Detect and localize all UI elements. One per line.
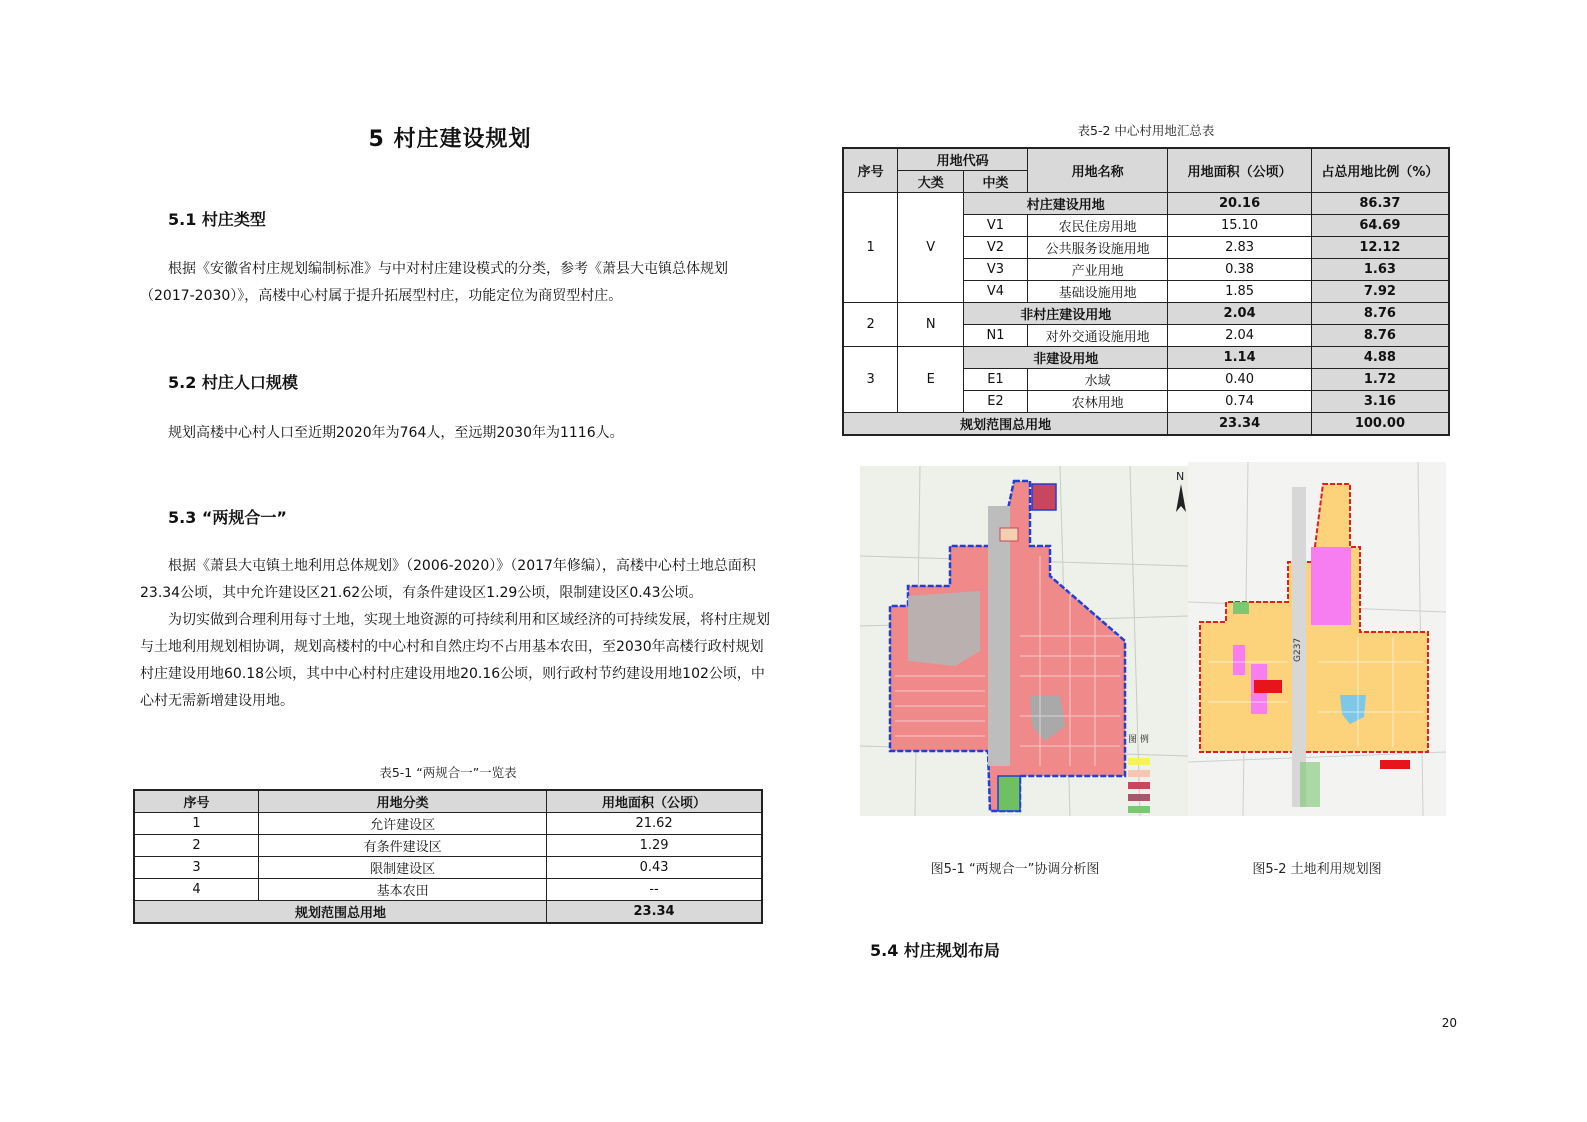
table-cell: V4 [964, 281, 1028, 303]
header-cell: 用地分类 [259, 790, 547, 813]
north-label: N [1176, 470, 1185, 483]
table-row [134, 857, 762, 879]
paragraph: 为切实做到合理利用每寸土地，实现土地资源的可持续利用和区域经济的可持续发展，将村庄规划与土地利用规划相协调，规划高楼村的中心村和自然庄均不占用基本农田，至2030年高楼行政村规划村庄建设用地60.18公顷，其中中心村村庄建设用地20.16公顷，则行政村节约建设用地102公顷，中心村无需新增建设用地。 [140, 612, 770, 709]
table-cell: 基本农田 [259, 879, 547, 901]
table-cell: 1.29 [547, 835, 762, 857]
group-summary-name: 村庄建设用地 [964, 193, 1168, 215]
table-cell: 0.74 [1168, 391, 1312, 413]
figure1-caption: 图5-1 “两规合一”协调分析图 [930, 862, 1100, 877]
table-cell: 1 [134, 813, 259, 835]
section-5-2-heading: 5.2 村庄人口规模 [168, 373, 298, 392]
page-number: 20 [1441, 1016, 1457, 1030]
group-summary-ratio: 8.76 [1311, 303, 1449, 325]
table-cell: 有条件建设区 [259, 835, 547, 857]
section-5-3-heading: 5.3 “两规合一” [168, 508, 287, 527]
group-index: 3 [843, 347, 898, 413]
figure-land-use-map [1176, 462, 1446, 816]
table-header-row [134, 790, 762, 813]
paragraph: 规划高楼中心村人口至近期2020年为764人，至远期2030年为1116人。 [168, 425, 624, 441]
paragraph: 根据《萧县大屯镇土地利用总体规划》（2006-2020）》（2017年修编），高楼中心村土地总面积23.34公顷，其中允许建设区21.62公顷，有条件建设区1.29公顷，限制建设区0.43公顷。 [140, 558, 756, 601]
table-row [134, 813, 762, 835]
table-cell: 2.83 [1168, 237, 1312, 259]
header-index: 序号 [843, 148, 898, 193]
table-cell: V2 [964, 237, 1028, 259]
table-cell: 0.43 [547, 857, 762, 879]
table-row [843, 193, 1449, 215]
total-label: 规划范围总用地 [134, 901, 547, 924]
group-summary-area: 1.14 [1168, 347, 1312, 369]
table-row [134, 835, 762, 857]
table-cell: 农民住房用地 [1027, 215, 1167, 237]
table-cell: 4 [134, 879, 259, 901]
table-cell: -- [547, 879, 762, 901]
group-summary-name: 非建设用地 [964, 347, 1168, 369]
table1-caption: 表5-1 “两规合一”一览表 [379, 765, 517, 780]
table-cell: 1.63 [1311, 259, 1449, 281]
header-cell: 序号 [134, 790, 259, 813]
section-5-3-text [140, 553, 770, 715]
table-cell: 0.40 [1168, 369, 1312, 391]
table-row [843, 303, 1449, 325]
header-major: 大类 [898, 171, 964, 193]
table-cell: 公共服务设施用地 [1027, 237, 1167, 259]
table-cell: 21.62 [547, 813, 762, 835]
group-major: V [898, 193, 964, 303]
table-cell: 12.12 [1311, 237, 1449, 259]
group-summary-name: 非村庄建设用地 [964, 303, 1168, 325]
total-ratio: 100.00 [1311, 413, 1449, 436]
table-cell: V3 [964, 259, 1028, 281]
legend-title: 图 例 [1128, 735, 1149, 745]
group-summary-ratio: 86.37 [1311, 193, 1449, 215]
total-label: 规划范围总用地 [843, 413, 1168, 436]
table-cell: 3.16 [1311, 391, 1449, 413]
header-code: 用地代码 [898, 148, 1028, 171]
section-5-1-text [140, 256, 770, 310]
group-summary-area: 20.16 [1168, 193, 1312, 215]
group-major: E [898, 347, 964, 413]
table-cell: 7.92 [1311, 281, 1449, 303]
table-cell: 1.85 [1168, 281, 1312, 303]
land-use-summary-table [842, 147, 1450, 436]
section-5-4-heading: 5.4 村庄规划布局 [870, 941, 1000, 960]
table-cell: 64.69 [1311, 215, 1449, 237]
table-cell: 1.72 [1311, 369, 1449, 391]
table-cell: E1 [964, 369, 1028, 391]
header-cell: 用地面积（公顷） [547, 790, 762, 813]
header-ratio: 占总用地比例（%） [1311, 148, 1449, 193]
figure-two-plans-map [860, 466, 1188, 816]
table-row [134, 879, 762, 901]
land-classification-table [133, 789, 763, 924]
table-cell: 8.76 [1311, 325, 1449, 347]
land-use-map-graphic [1176, 462, 1446, 816]
table-cell: 产业用地 [1027, 259, 1167, 281]
group-index: 2 [843, 303, 898, 347]
table-total-row [843, 413, 1449, 436]
table-cell: N1 [964, 325, 1028, 347]
table-cell: 0.38 [1168, 259, 1312, 281]
table-cell: 允许建设区 [259, 813, 547, 835]
table-cell: V1 [964, 215, 1028, 237]
two-plans-map-graphic [860, 466, 1188, 816]
table-cell: 2 [134, 835, 259, 857]
table-cell: 对外交通设施用地 [1027, 325, 1167, 347]
group-index: 1 [843, 193, 898, 303]
table-cell: 农林用地 [1027, 391, 1167, 413]
section-5-2-text [140, 420, 770, 447]
road-label: G237 [1293, 637, 1303, 662]
table-cell: 3 [134, 857, 259, 879]
total-value: 23.34 [547, 901, 762, 924]
table-cell: 2.04 [1168, 325, 1312, 347]
figure2-caption: 图5-2 土地利用规划图 [1252, 862, 1382, 877]
total-area: 23.34 [1168, 413, 1312, 436]
table-cell: 水域 [1027, 369, 1167, 391]
chapter-title: 5 村庄建设规划 [368, 127, 532, 152]
group-summary-ratio: 4.88 [1311, 347, 1449, 369]
group-summary-area: 2.04 [1168, 303, 1312, 325]
table-cell: E2 [964, 391, 1028, 413]
header-area: 用地面积（公顷） [1168, 148, 1312, 193]
paragraph: 根据《安徽省村庄规划编制标准》与中对村庄建设模式的分类，参考《萧县大屯镇总体规划（2017-2030）》，高楼中心村属于提升拓展型村庄，功能定位为商贸型村庄。 [140, 261, 728, 304]
table2-caption: 表5-2 中心村用地汇总表 [1077, 123, 1215, 138]
table-cell: 15.10 [1168, 215, 1312, 237]
table-cell: 基础设施用地 [1027, 281, 1167, 303]
header-mid: 中类 [964, 171, 1028, 193]
section-5-1-heading: 5.1 村庄类型 [168, 210, 266, 229]
group-major: N [898, 303, 964, 347]
table-total-row [134, 901, 762, 924]
header-name: 用地名称 [1027, 148, 1167, 193]
table-cell: 限制建设区 [259, 857, 547, 879]
table-row [843, 347, 1449, 369]
